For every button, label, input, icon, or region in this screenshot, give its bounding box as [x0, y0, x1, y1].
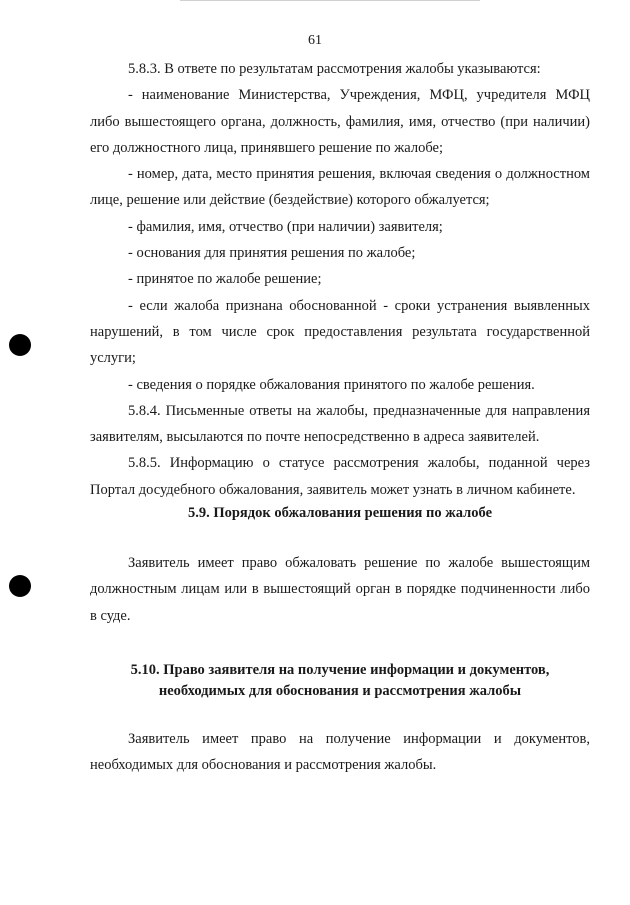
paragraph: - сведения о порядке обжалования принятого по жалобе решения. [128, 376, 535, 393]
hole-punch-mark [9, 334, 31, 356]
section-heading: 5.9. Порядок обжалования решения по жалобе [187, 505, 493, 522]
paragraph: - принятое по жалобе решение; [128, 271, 322, 288]
paragraph: - фамилия, имя, отчество (при наличии) заявителя; [128, 218, 443, 235]
paragraph: - наименование Министерства, Учреждения, МФЦ, учредителя МФЦ либо вышестоящего органа, должность, фамилия, имя, отчество (при наличии) его должностного лица, принявшего решение по жалобе; [90, 87, 590, 156]
page-number: 61 [308, 33, 322, 48]
paragraph: 5.8.3. В ответе по результатам рассмотрения жалобы указываются: [128, 61, 541, 77]
section-heading-line: необходимых для обоснования и рассмотрения жалобы [158, 682, 522, 699]
scan-edge-line [180, 0, 480, 1]
paragraph: - номер, дата, место принятия решения, включая сведения о должностном лице, решение или действие (бездействие) которого обжалуется; [90, 166, 590, 209]
document-body [90, 56, 590, 779]
paragraph: 5.8.4. Письменные ответы на жалобы, предназначенные для направления заявителям, высылаются по почте непосредственно в адреса заявителей. [90, 402, 590, 446]
section-heading [90, 660, 590, 702]
paragraph: - основания для принятия решения по жалобе; [128, 245, 416, 262]
paragraph: Заявитель имеет право обжаловать решение по жалобе вышестоящим должностным лицам или в вышестоящий орган в порядке подчиненности либо в суде. [90, 555, 590, 624]
paragraph: - если жалоба признана обоснованной - сроки устранения выявленных нарушений, в том числе срок предоставления результата государственной услуги; [90, 297, 590, 367]
paragraph: 5.8.5. Информацию о статусе рассмотрения жалобы, поданной через Портал досудебного обжалования, заявитель может узнать в личном кабинете. [90, 455, 590, 498]
hole-punch-mark [9, 575, 31, 597]
paragraph: Заявитель имеет право на получение информации и документов, необходимых для обоснования и рассмотрения жалобы. [90, 730, 590, 774]
section-heading-line: 5.10. Право заявителя на получение информации и документов, [130, 661, 550, 678]
